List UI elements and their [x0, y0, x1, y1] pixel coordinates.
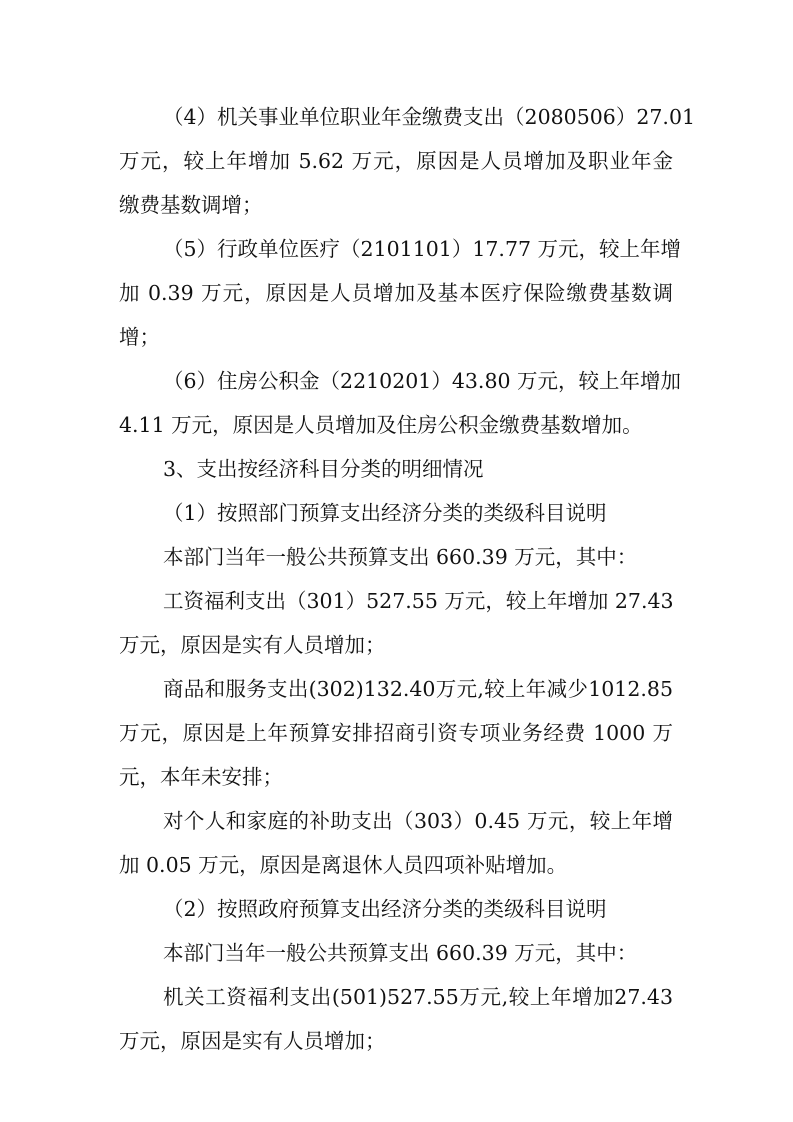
paragraph-line: 增； — [119, 325, 160, 349]
subsection-heading: （1）按照部门预算支出经济分类的类级科目说明 — [163, 501, 607, 525]
paragraph-line: （6）住房公积金（2210201）43.80 万元，较上年增加 — [163, 369, 682, 393]
paragraph-line: 机关工资福利支出(501)527.55万元,较上年增加27.43 — [163, 985, 673, 1009]
subsection-heading: （2）按照政府预算支出经济分类的类级科目说明 — [163, 897, 607, 921]
paragraph-line: 对个人和家庭的补助支出（303）0.45 万元，较上年增 — [163, 809, 673, 833]
paragraph-line: 万元，较上年增加 5.62 万元，原因是人员增加及职业年金 — [119, 149, 673, 173]
paragraph-line: 万元，原因是上年预算安排招商引资专项业务经费 1000 万 — [119, 721, 673, 745]
paragraph-line: 缴费基数调增； — [119, 193, 263, 217]
paragraph-line: 万元，原因是实有人员增加； — [119, 1029, 386, 1053]
paragraph-line: 万元，原因是实有人员增加； — [119, 633, 386, 657]
paragraph-line: 本部门当年一般公共预算支出 660.39 万元，其中： — [163, 545, 638, 569]
paragraph-line: 工资福利支出（301）527.55 万元，较上年增加 27.43 — [163, 589, 674, 613]
section-heading: 3、支出按经济科目分类的明细情况 — [163, 457, 484, 481]
paragraph-line: （4）机关事业单位职业年金缴费支出（2080506）27.01 — [163, 105, 696, 129]
paragraph-line: 加 0.39 万元，原因是人员增加及基本医疗保险缴费基数调 — [119, 281, 673, 305]
paragraph-line: 4.11 万元，原因是人员增加及住房公积金缴费基数增加。 — [119, 413, 643, 437]
paragraph-line: 商品和服务支出(302)132.40万元,较上年减少1012.85 — [163, 677, 673, 701]
paragraph-line: （5）行政单位医疗（2101101）17.77 万元，较上年增 — [163, 237, 682, 261]
paragraph-line: 本部门当年一般公共预算支出 660.39 万元，其中： — [163, 941, 638, 965]
paragraph-line: 加 0.05 万元，原因是离退休人员四项补贴增加。 — [119, 853, 568, 877]
paragraph-line: 元，本年未安排； — [119, 765, 283, 789]
